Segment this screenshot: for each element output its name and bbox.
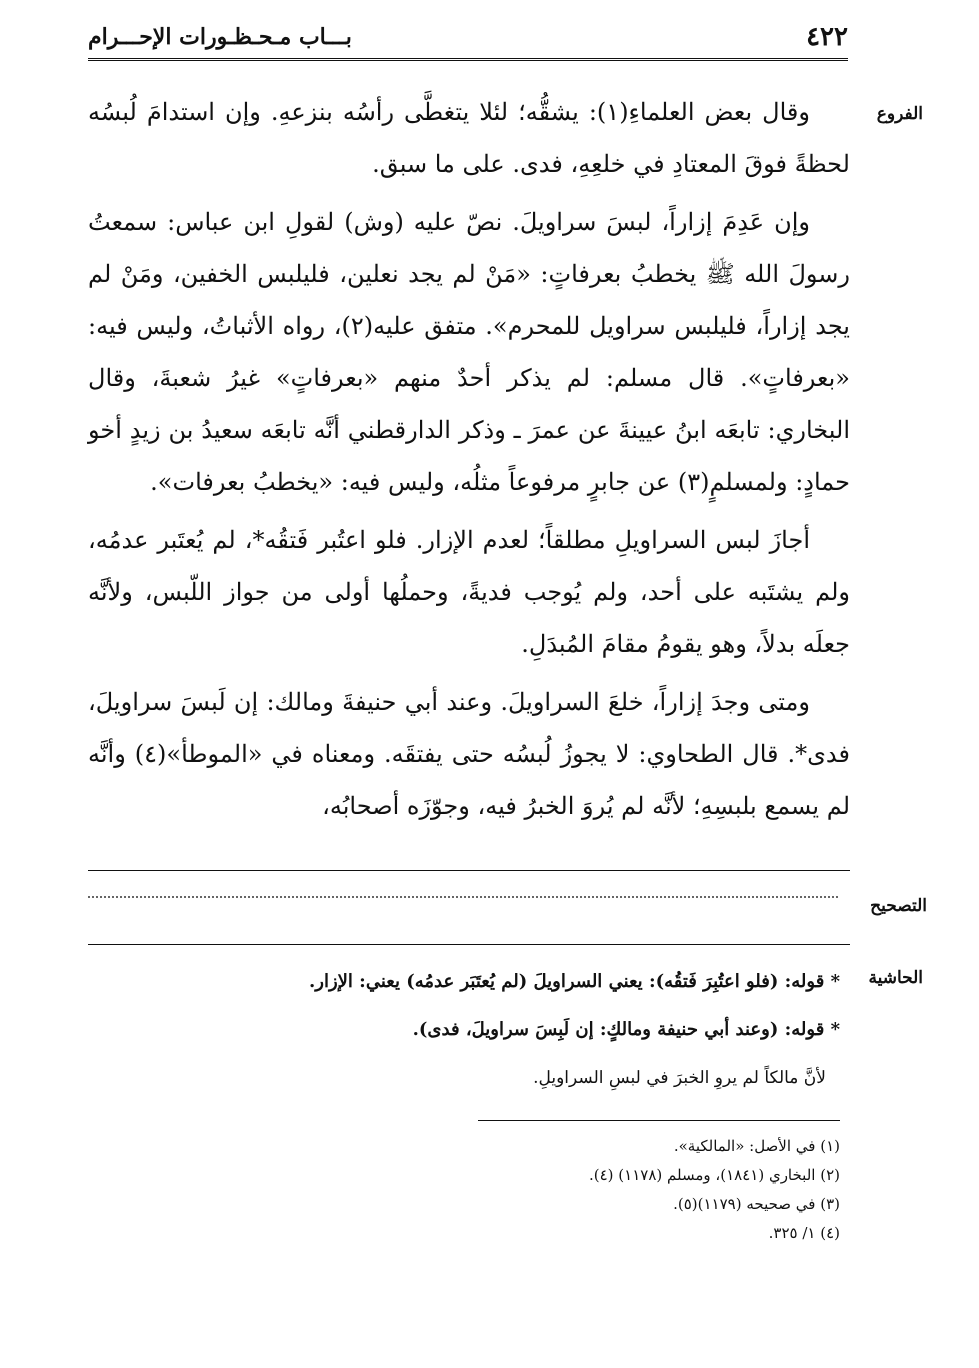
header-rule (88, 58, 848, 64)
hashiya-item-2: * قوله: (وعند أبي حنيفة ومالكٍ: إن لَبِسَ سراويلَ، فدى). (412, 1019, 840, 1040)
footnote-3: (٣) في صحيحه (١١٧٩)(٥). (673, 1195, 840, 1213)
hashiya-note: لأنَّ مالكاً لم يروِ الخبرَ في لبسِ السراويلِ. (533, 1068, 826, 1088)
footnote-rule (478, 1120, 840, 1121)
running-title: بـــاب مـحـظـورات الإحـــرام (88, 24, 352, 50)
footnotes (300, 1132, 840, 1248)
paragraph-2: وإن عَدِمَ إزاراً، لبسَ سراويلَ. نصّ عليه (وش) لقولِ ابن عباس: سمعتُ رسولَ الله ﷺ يخطبُ بعرفاتٍ: «مَنْ لم يجد نعلين، فليلبس الخفين، ومَنْ لم يجد إزاراً، فليلبس سراويل للمحرم». متفق عليه(٢)، رواه الأثباتُ، وليس فيه: «بعرفاتٍ». قال مسلم: لم يذكر أحدٌ منهم «بعرفاتٍ» غيرُ شعبةَ، وقال البخاري: تابعَه ابنُ عيينةَ عن عمرَ ـ وذكر الدارقطني أنَّه تابعَه سعيدُ بن زيدٍ أخو حمادٍ: ولمسلمٍ(٣) عن جابرٍ مرفوعاً مثلُه، وليس فيه: «يخطبُ بعرفات». (88, 208, 850, 496)
paragraph-3: أجازَ لبس السراويلِ مطلقاً؛ لعدم الإزار. فلو اعتُبر فَتقُه*، لم يُعتَبر عدمُه، ولم يشتَبه على أحد، ولم يُوجب فديةً، وحملُها أولى من جواز اللّبس، ولأنَّه جعلَه بدلاً، وهو يقومُ مقامَ المُبدَلِ. (88, 526, 850, 658)
hashiya-block (150, 962, 840, 1106)
separator-rule-top (88, 870, 850, 871)
separator-rule-bottom (88, 944, 850, 945)
paragraph-1: وقال بعض العلماءِ(١): يشقُّه؛ لئلا يتغطَّى رأسُه بنزعهِ. وإن استدامَ لُبسُه لحظةً فوقَ المعتادِ في خلعِهِ، فدى. على ما سبق. (88, 98, 850, 178)
margin-label-furu: الفروع (876, 104, 923, 124)
main-text (88, 86, 850, 838)
footnote-1: (١) في الأصل: «المالكية». (673, 1137, 840, 1155)
hashiya-item-1: * قوله: (فلو اعتُبِرَ فَتقُه): يعني السراويلَ (لم يُعتَبَر عدمُه) يعني: الإزار. (309, 971, 840, 992)
footnote-2: (٢) البخاري (١٨٤١)، ومسلم (١١٧٨) (٤). (588, 1166, 840, 1184)
paragraph-4: ومتى وجدَ إزاراً، خلعَ السراويلَ. وعند أبي حنيفةَ ومالك: إن لَبسَ سراويلَ، فدى*. قال الطحاوي: لا يجوزُ لُبسُه حتى يفتقَه. ومعناه في «الموطأ»(٤) وأنَّه لم يسمع بلبسِهِ؛ لأنَّه لم يُروَ الخبرُ فيه، وجوّزَه أصحابُه، (88, 688, 851, 820)
margin-label-hashiya: الحاشية (868, 968, 923, 988)
margin-label-tashih: التصحيح (870, 896, 927, 916)
footnote-4: (٤) ١/ ٣٢٥. (768, 1224, 840, 1242)
tashih-dotted-line (88, 896, 838, 898)
page-number: ٤٢٢ (806, 22, 848, 52)
page-header (88, 18, 848, 58)
